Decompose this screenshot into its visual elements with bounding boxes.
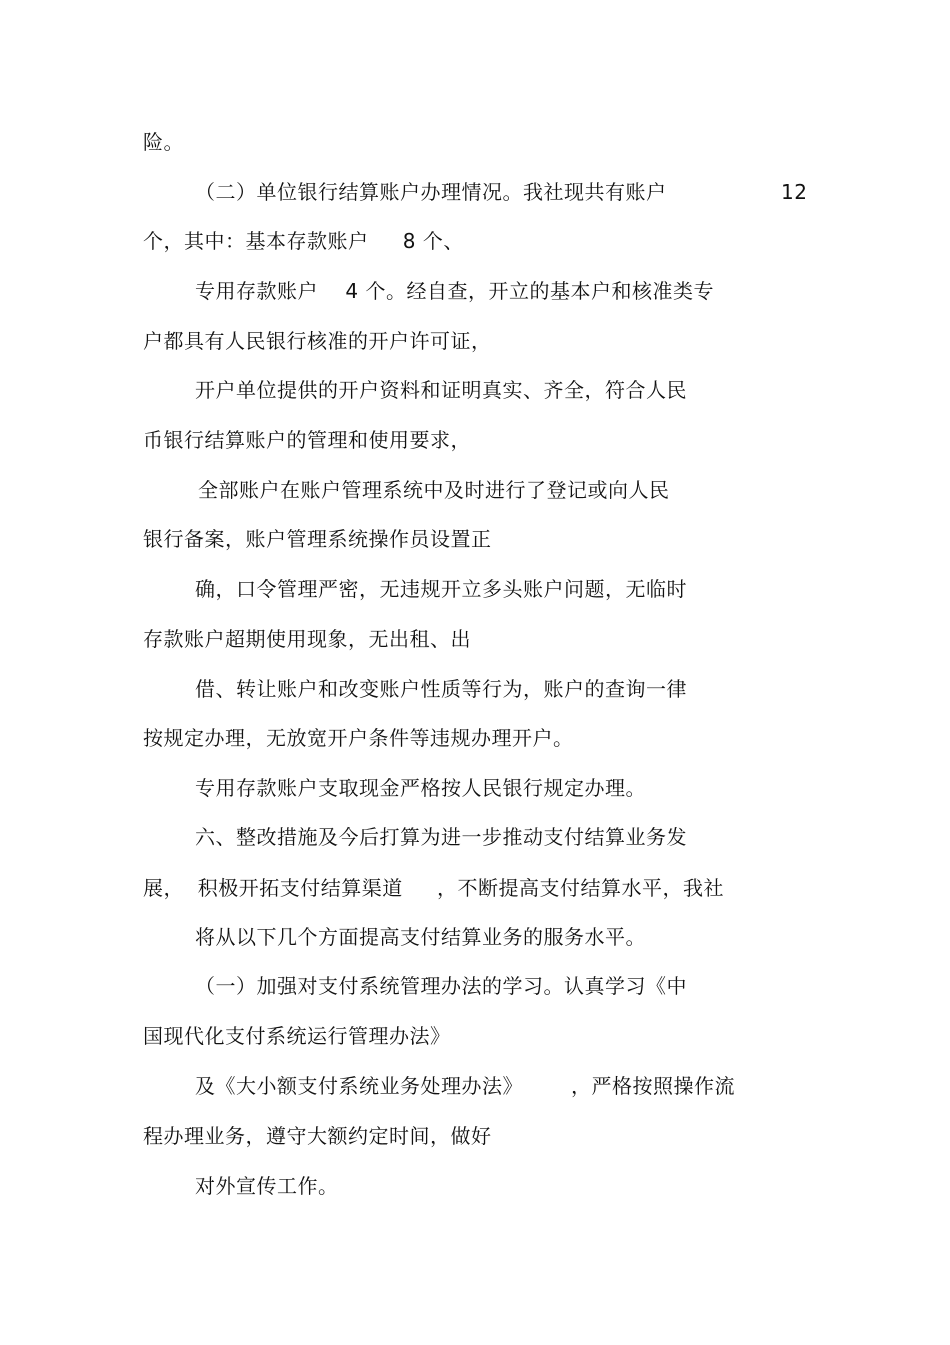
text-line: 将从以下几个方面提高支付结算业务的服务水平。: [195, 925, 646, 949]
text-line: 确，口令管理严密，无违规开立多头账户问题，无临时: [195, 577, 687, 601]
text-line: 借、转让账户和改变账户性质等行为，账户的查询一律: [195, 677, 687, 701]
text-line: 全部账户在账户管理系统中及时进行了登记或向人民: [198, 478, 670, 502]
text-line: 个，其中：基本存款账户 8 个、: [143, 229, 464, 253]
text-line: 按规定办理，无放宽开户条件等违规办理开户。: [143, 726, 574, 750]
text-line: 对外宣传工作。: [195, 1174, 339, 1198]
text-line: 国现代化支付系统运行管理办法》: [143, 1024, 451, 1048]
text-line-number: 12: [781, 180, 808, 204]
text-line: 专用存款账户 4 个。经自查，开立的基本户和核准类专: [195, 279, 715, 303]
text-line: 及《大小额支付系统业务处理办法》 ，严格按照操作流: [195, 1074, 736, 1098]
text-line: 险。: [143, 130, 184, 154]
section-heading-line: 六、整改措施及今后打算为进一步推动支付结算业务发: [195, 825, 687, 849]
text-line: 存款账户超期使用现象，无出租、出: [143, 627, 471, 651]
text-line: 币银行结算账户的管理和使用要求，: [143, 428, 471, 452]
text-line: （一）加强对支付系统管理办法的学习。认真学习《中: [195, 974, 687, 998]
text-line: 银行备案，账户管理系统操作员设置正: [143, 527, 492, 551]
text-line: 专用存款账户支取现金严格按人民银行规定办理。: [195, 776, 646, 800]
text-line: 开户单位提供的开户资料和证明真实、齐全，符合人民: [195, 378, 687, 402]
text-line: 户都具有人民银行核准的开户许可证，: [143, 329, 492, 353]
text-line: 程办理业务，遵守大额约定时间，做好: [143, 1124, 492, 1148]
text-line: 展， 积极开拓支付结算渠道 ，不断提高支付结算水平，我社: [143, 876, 725, 900]
text-line: （二）单位银行结算账户办理情况。我社现共有账户: [195, 180, 667, 204]
